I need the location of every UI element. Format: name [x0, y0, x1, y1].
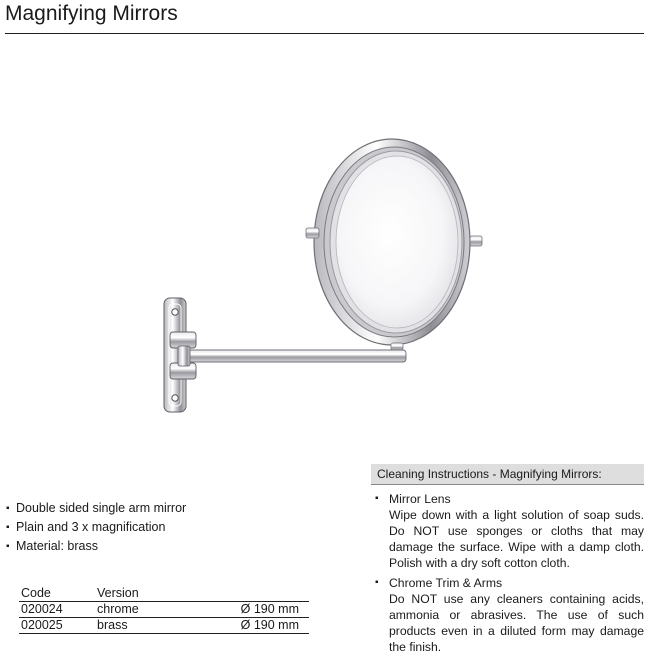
product-image [150, 130, 490, 420]
bullet-icon: ▪ [6, 503, 10, 514]
feature-item: ▪ Material: brass [6, 537, 186, 556]
spec-table [19, 586, 309, 634]
bullet-icon: ▪ [6, 522, 10, 533]
bullet-icon: ▪ [6, 541, 10, 552]
care-item-title: Chrome Trim & Arms [389, 576, 503, 590]
screw-top [172, 309, 178, 315]
care-item-text: Wipe down with a light solution of soap suds. Do NOT use sponges or cloths that may damage the surface. Wipe with a damp cloth. Polish with a dry soft cotton cloth. [389, 508, 644, 570]
table-row [19, 618, 309, 634]
column-header-version: Version [95, 586, 177, 602]
bullet-icon: ▪ [375, 577, 379, 588]
mirror-glass [336, 156, 458, 328]
cell-version: brass [95, 618, 177, 634]
right-pivot [470, 236, 482, 246]
column-header-size [177, 586, 309, 602]
bullet-icon: ▪ [375, 493, 379, 504]
swing-arm [184, 350, 406, 362]
cleaning-instructions [371, 464, 644, 655]
feature-list [6, 499, 186, 556]
care-item-mirror-lens [375, 491, 644, 571]
cell-code: 020025 [19, 618, 95, 634]
cleaning-header: Cleaning Instructions - Magnifying Mirrors: [371, 464, 644, 485]
care-item-text: Do NOT use any cleaners containing acids, ammonia or abrasives. The use of such products even in a diluted form may damage the finish. [389, 592, 644, 654]
cell-version: chrome [95, 602, 177, 618]
table-header-row [19, 586, 309, 602]
table-row [19, 602, 309, 618]
cell-size: Ø 190 mm [177, 618, 309, 634]
page-title: Magnifying Mirrors [5, 2, 178, 25]
care-item-chrome-trim [375, 575, 644, 655]
care-item-title: Mirror Lens [389, 492, 451, 506]
feature-item: ▪ Double sided single arm mirror [6, 499, 186, 518]
cell-code: 020024 [19, 602, 95, 618]
left-pivot [306, 228, 319, 238]
feature-item: ▪ Plain and 3 x magnification [6, 518, 186, 537]
title-divider [5, 33, 644, 34]
column-header-code: Code [19, 586, 95, 602]
screw-bottom [172, 395, 178, 401]
cell-size: Ø 190 mm [177, 602, 309, 618]
